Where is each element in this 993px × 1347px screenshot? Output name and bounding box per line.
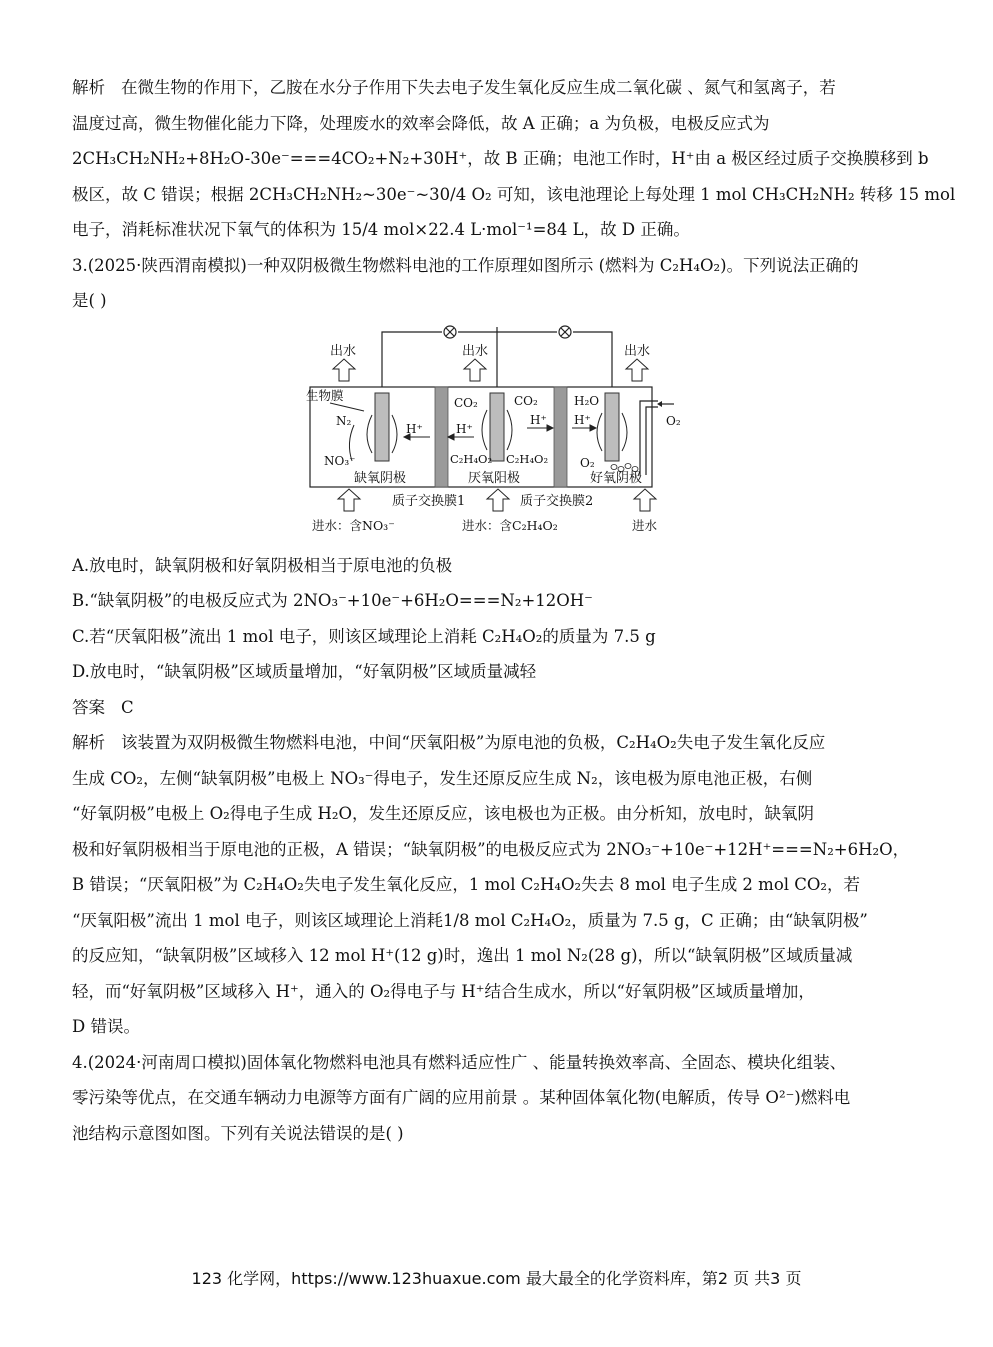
label-h-plus: H⁺ — [406, 421, 423, 436]
fuel-cell-svg — [302, 325, 692, 540]
analysis-1-line: 解析 在微生物的作用下，乙胺在水分子作用下失去电子发生氧化反应生成二氧化碳 、氮气和氢离子，若 — [72, 70, 924, 106]
question-4-stem: 池结构示意图如图。下列有关说法错误的是( ) — [72, 1123, 404, 1143]
label-outlet-right: 出水 — [624, 343, 651, 359]
label-fuel: C₂H₄O₂ — [450, 451, 493, 466]
label-o2-bubbles: O₂ — [580, 455, 595, 470]
option-a: A.放电时，缺氧阴极和好氧阴极相当于原电池的负极 — [72, 555, 453, 575]
label-inlet-right: 进水 — [632, 517, 658, 533]
question-3-stem: 是( ) — [72, 291, 107, 310]
question-4-stem: 4.(2024·河南周口模拟)固体氧化物燃料电池具有燃料适应性广 、能量转换效率高、全固态、模块化组装、 — [72, 1052, 847, 1072]
label-h2o: H₂O — [574, 393, 600, 408]
fuel-cell-diagram — [72, 325, 924, 540]
analysis-label: 解析 — [72, 78, 105, 97]
page-footer: 123 化学网，https://www.123huaxue.com 最大最全的化学资料库，第2 页 共3 页 — [191, 1269, 802, 1288]
question-3 — [72, 248, 924, 1045]
electrode-aerobic-cathode — [605, 393, 619, 461]
bulb-icon — [444, 326, 456, 338]
analysis-3-line: D 错误。 — [72, 1017, 140, 1036]
label-h-plus: H⁺ — [574, 412, 591, 427]
label-h-plus: H⁺ — [456, 421, 473, 436]
external-circuit — [382, 327, 612, 387]
label-aerobic-cathode: 好氧阴极 — [590, 470, 643, 486]
label-no3: NO₃⁻ — [324, 453, 356, 468]
label-inlet-mid: 进水：含C₂H₄O₂ — [462, 517, 558, 533]
outlet-arrow-icon — [464, 359, 486, 381]
question-4 — [72, 1045, 924, 1152]
outlet-arrow-icon — [333, 359, 355, 381]
label-membrane-2: 质子交换膜2 — [520, 493, 594, 509]
label-n2: N₂ — [336, 413, 352, 428]
answer-line — [72, 690, 924, 726]
analysis-3-line: B 错误；“厌氧阳极”为 C₂H₄O₂失电子发生氧化反应，1 mol C₂H₄O₂失去 8 mol 电子生成 2 mol CO₂，若 — [72, 875, 861, 894]
inlet-arrow-icon — [634, 489, 656, 511]
label-inlet-left: 进水：含NO₃⁻ — [312, 517, 395, 533]
label-o2-inlet: O₂ — [666, 413, 681, 428]
analysis-3 — [72, 725, 924, 1045]
analysis-3-line: 生成 CO₂，左侧“缺氧阴极”电极上 NO₃⁻得电子，发生还原反应生成 N₂，该电极为原电池正极，右侧 — [72, 768, 813, 788]
inlet-arrow-icon — [338, 489, 360, 511]
analysis-1-line: 电子，消耗标准状况下氧气的体积为 15/4 mol×22.4 L·mol⁻¹=84 L，故 D 正确。 — [72, 220, 690, 239]
label-h-plus: H⁺ — [530, 412, 547, 427]
label-outlet-mid: 出水 — [462, 343, 489, 359]
analysis-3-line: 的反应知，“缺氧阴极”区域移入 12 mol H⁺(12 g)时，逸出 1 mol N₂(28 g)，所以“缺氧阴极”区域质量减 — [72, 946, 853, 965]
bulb-icon — [559, 326, 571, 338]
question-4-stem: 零污染等优点，在交通车辆动力电源等方面有广阔的应用前景 。某种固体氧化物(电解质，传导 O²⁻)燃料电 — [72, 1088, 851, 1107]
label-fuel: C₂H₄O₂ — [506, 451, 549, 466]
analysis-1-line: 极区，故 C 错误；根据 2CH₃CH₂NH₂~30e⁻~30/4 O₂ 可知，该电池理论上每处理 1 mol CH₃CH₂NH₂ 转移 15 mol — [72, 184, 956, 204]
option-c: C.若“厌氧阳极”流出 1 mol 电子，则该区域理论上消耗 C₂H₄O₂的质量为 7.5 g — [72, 626, 656, 646]
label-co2: CO₂ — [514, 393, 538, 408]
analysis-label: 解析 — [72, 733, 105, 752]
question-3-stem: 3.(2025·陕西渭南模拟)一种双阴极微生物燃料电池的工作原理如图所示 (燃料为 C₂H₄O₂)。下列说法正确的 — [72, 255, 859, 275]
analysis-3-line: 解析 该装置为双阴极微生物燃料电池，中间“厌氧阳极”为原电池的负极，C₂H₄O₂失电子发生氧化反应 — [72, 725, 924, 761]
analysis-3-line: “好氧阴极”电极上 O₂得电子生成 H₂O，发生还原反应，该电极也为正极。由分析知，放电时，缺氧阴 — [72, 804, 815, 823]
analysis-1 — [72, 70, 956, 248]
label-anaerobic-anode: 厌氧阳极 — [468, 470, 521, 486]
proton-membrane-1 — [435, 387, 448, 487]
analysis-3-line: “厌氧阳极”流出 1 mol 电子，则该区域理论上消耗1/8 mol C₂H₄O₂，质量为 7.5 g，C 正确；由“缺氧阴极” — [72, 910, 868, 930]
answer-value: C — [121, 697, 134, 717]
analysis-3-line: 轻，而“好氧阴极”区域移入 H⁺，通入的 O₂得电子与 H⁺结合生成水，所以“好氧阴极”区域质量增加， — [72, 981, 815, 1001]
label-membrane-1: 质子交换膜1 — [392, 493, 466, 509]
label-co2: CO₂ — [454, 395, 478, 410]
label-anoxic-cathode: 缺氧阴极 — [354, 470, 407, 486]
option-b: B.“缺氧阴极”的电极反应式为 2NO₃⁻+10e⁻+6H₂O===N₂+12OH⁻ — [72, 591, 593, 610]
analysis-3-line: 极和好氧阴极相当于原电池的正极，A 错误；“缺氧阴极”的电极反应式为 2NO₃⁻+10e⁻+12H⁺===N₂+6H₂O， — [72, 839, 910, 859]
analysis-1-line: 2CH₃CH₂NH₂+8H₂O-30e⁻===4CO₂+N₂+30H⁺，故 B 正确；电池工作时，H⁺由 a 极区经过质子交换膜移到 b — [72, 149, 929, 168]
analysis-1-line: 温度过高，微生物催化能力下降，处理废水的效率会降低，故 A 正确；a 为负极，电极反应式为 — [72, 113, 770, 133]
option-d: D.放电时，“缺氧阴极”区域质量增加，“好氧阴极”区域质量减轻 — [72, 662, 537, 681]
electrode-anaerobic-anode — [490, 393, 504, 461]
electrode-anoxic-cathode — [375, 393, 389, 461]
inlet-arrow-icon — [487, 489, 509, 511]
oxygen-pipe — [640, 401, 674, 475]
label-biofilm: 生物膜 — [306, 387, 344, 403]
page-content — [72, 70, 956, 1151]
answer-label: 答案 — [72, 697, 105, 717]
outlet-arrow-icon — [626, 359, 648, 381]
label-outlet-left: 出水 — [330, 343, 357, 359]
proton-membrane-2 — [554, 387, 567, 487]
